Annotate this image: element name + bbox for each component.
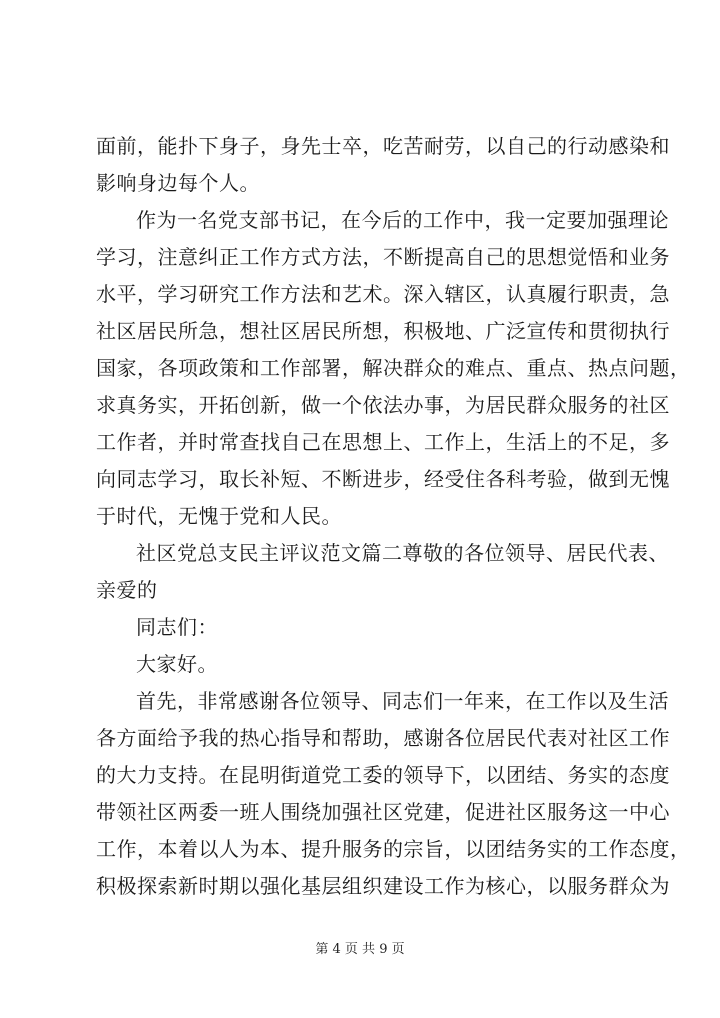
text-line: 的大力支持。在昆明街道党工委的领导下，以团结、务实的态度 <box>96 763 670 787</box>
text-line: 水平，学习研究工作方法和艺术。深入辖区，认真履行职责，急 <box>96 282 670 306</box>
text-line: 面前，能扑下身子，身先士卒，吃苦耐劳，以自己的行动感染和 <box>96 134 670 158</box>
text-line: 工作，本着以人为本、提升服务的宗旨，以团结务实的工作态度， <box>96 837 691 861</box>
text-line: 社区党总支民主评议范文篇二尊敬的各位领导、居民代表、 <box>136 541 669 565</box>
page-number-footer: 第 4 页 共 9 页 <box>315 942 405 957</box>
text-line: 求真务实，开拓创新，做一个依法办事，为居民群众服务的社区 <box>96 393 670 417</box>
text-line: 首先，非常感谢各位领导、同志们一年来，在工作以及生活 <box>136 689 669 713</box>
body-text <box>96 128 691 905</box>
text-line: 于时代，无愧于党和人民。 <box>96 504 342 528</box>
text-line: 作为一名党支部书记，在今后的工作中，我一定要加强理论 <box>136 208 669 232</box>
text-line: 学习，注意纠正工作方式方法，不断提高自己的思想觉悟和业务 <box>96 245 670 269</box>
text-line: 影响身边每个人。 <box>96 171 260 195</box>
text-line: 大家好。 <box>136 652 218 676</box>
text-line: 社区居民所急，想社区居民所想，积极地、广泛宣传和贯彻执行 <box>96 319 670 343</box>
text-line: 工作者，并时常查找自己在思想上、工作上，生活上的不足，多 <box>96 430 670 454</box>
text-line: 亲爱的 <box>96 578 158 602</box>
text-line: 积极探索新时期以强化基层组织建设工作为核心，以服务群众为 <box>96 874 670 898</box>
text-line: 带领社区两委一班人围绕加强社区党建，促进社区服务这一中心 <box>96 800 670 824</box>
text-line: 同志们： <box>136 615 218 639</box>
text-line: 国家，各项政策和工作部署，解决群众的难点、重点、热点问题， <box>96 356 691 380</box>
text-line: 向同志学习，取长补短、不断进步，经受住各科考验，做到无愧 <box>96 467 670 491</box>
text-line: 各方面给予我的热心指导和帮助，感谢各位居民代表对社区工作 <box>96 726 670 750</box>
